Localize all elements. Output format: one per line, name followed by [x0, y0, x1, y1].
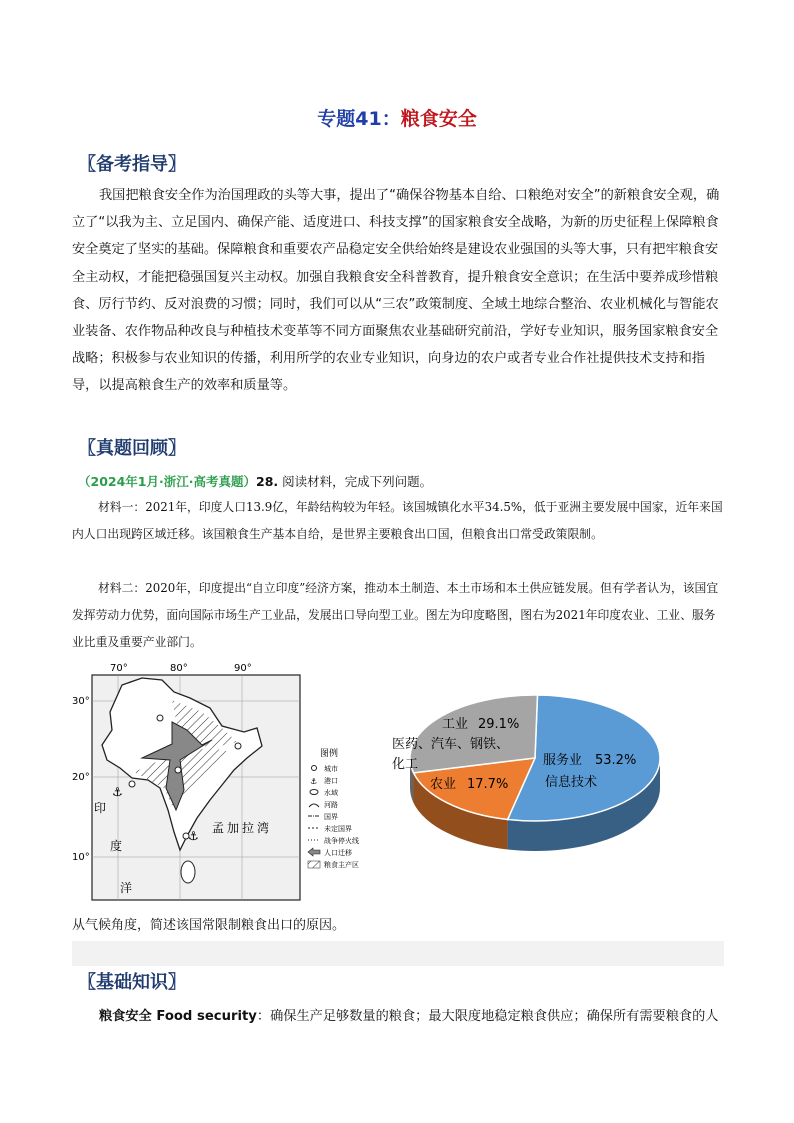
lat-label-30: 30°: [72, 696, 90, 707]
city-kolkata: [235, 743, 241, 749]
lat-label-10: 10°: [72, 852, 90, 863]
guide-paragraph: 我国把粮食安全作为治国理政的头等大事，提出了“确保谷物基本自给、口粮绝对安全”的新粮食安全观，确立了“以我为主、立足国内、确保产能、适度进口、科技支撑”的国家粮食安全战略，为新的历史征程上保障粮食安全奠定了坚实的基础。保障粮食和重要农产品稳定安全供给始终是建设农业强国的头等大事，只有把牢粮食安全主动权，才能把稳强国复兴主动权。加强自我粮食安全科普教育，提升粮食安全意识；在生活中要养成珍惜粮食、厉行节约、反对浪费的习惯；同时，我们可以从“三农”政策制度、全域土地综合整治、农业机械化与智能农业装备、农作物品种改良与种植技术变革等不同方面聚焦农业基础研究前沿，学好专业知识，服务国家粮食安全战略；积极参与农业知识的传播，利用所学的农业专业知识，向身边的农户或者专业合作社提供技术支持和指导，以提高粮食生产的效率和质量等。: [72, 188, 720, 394]
page-title: 专题41：粮食安全: [317, 108, 477, 130]
sea-label-2: 度: [110, 839, 123, 853]
label-agriculture-value: 17.7%: [467, 777, 509, 792]
label-industry-name: 工业: [442, 717, 469, 732]
legend-item-3: 河路: [324, 801, 338, 809]
label-industry-sub-2: 化工: [392, 757, 419, 772]
city-delhi: [157, 715, 163, 721]
legend-port-icon: ⚓: [310, 777, 318, 786]
legend-item-7: 人口迁移: [324, 849, 352, 857]
section-basics-heading: 〖基础知识〗: [78, 972, 186, 993]
legend-title: 图例: [320, 749, 339, 759]
question-number: 28.: [256, 474, 279, 489]
label-industry-sub-1: 医药、汽车、钢铁、: [392, 737, 510, 752]
material-two: 材料二：2020年，印度提出“自立印度”经济方案，推动本土制造、本土市场和本土供应链发展。但有学者认为，该国宜发挥劳动力优势，面向国际市场生产工业品，发展出口导向型工业。图左为印度略图，图右为2021年印度农业、工业、服务业比重及重要产业部门。: [72, 581, 719, 649]
question-instruction: 阅读材料，完成下列问题。: [282, 474, 433, 489]
sea-label-3: 洋: [120, 881, 133, 895]
legend-item-2: 水域: [324, 789, 338, 797]
label-services-name: 服务业: [543, 753, 583, 768]
bay-label: 孟加拉湾: [212, 821, 273, 835]
legend-item-8: 粮食主产区: [324, 861, 359, 869]
answer-area: [72, 941, 724, 966]
lon-label-80: 80°: [170, 663, 188, 674]
section-review-heading: 〖真题回顾〗: [78, 438, 186, 459]
port-icon-east: ⚓: [188, 829, 199, 843]
label-agriculture-name: 农业: [430, 777, 457, 792]
lon-label-70: 70°: [110, 663, 128, 674]
legend-item-0: 城市: [324, 765, 338, 773]
sea-label-1: 印: [94, 801, 107, 815]
basics-paragraph: 粮食安全 Food security：确保生产足够数量的粮食；最大限度地稳定粮食供应；确保所有需要粮食的人: [99, 1009, 719, 1024]
industry-pie-chart: [385, 680, 675, 880]
label-industry-value: 29.1%: [478, 717, 520, 732]
legend-item-4: 国界: [324, 813, 338, 821]
material-one: 材料一：2021年，印度人口13.9亿，年龄结构较为年轻。该国城镇化水平34.5%，低于亚洲主要发展中国家，近年来国内人口出现跨区域迁移。该国粮食生产基本自给，是世界主要粮食出口国，但粮食出口常受政策限制。: [72, 500, 723, 541]
legend-item-1: 港口: [324, 777, 338, 785]
map-legend: [308, 747, 359, 869]
legend-item-5: 未定国界: [324, 825, 352, 833]
section-guide-heading: 〖备考指导〗: [78, 154, 186, 175]
label-services-sub: 信息技术: [545, 775, 598, 790]
lat-label-20: 20°: [72, 772, 90, 783]
legend-item-6: 战争停火线: [324, 837, 359, 845]
port-icon: ⚓: [112, 785, 123, 799]
city-central: [175, 767, 181, 773]
question-text: 从气候角度，简述该国常限制粮食出口的原因。: [72, 918, 346, 933]
question-source: [78, 472, 432, 490]
source-tag: （2024年1月·浙江·高考真题）: [78, 474, 256, 489]
sri-lanka: [181, 861, 195, 883]
city-mumbai: [129, 781, 135, 787]
lon-label-90: 90°: [234, 663, 252, 674]
label-services-value: 53.2%: [595, 753, 637, 768]
india-map: [62, 660, 392, 910]
